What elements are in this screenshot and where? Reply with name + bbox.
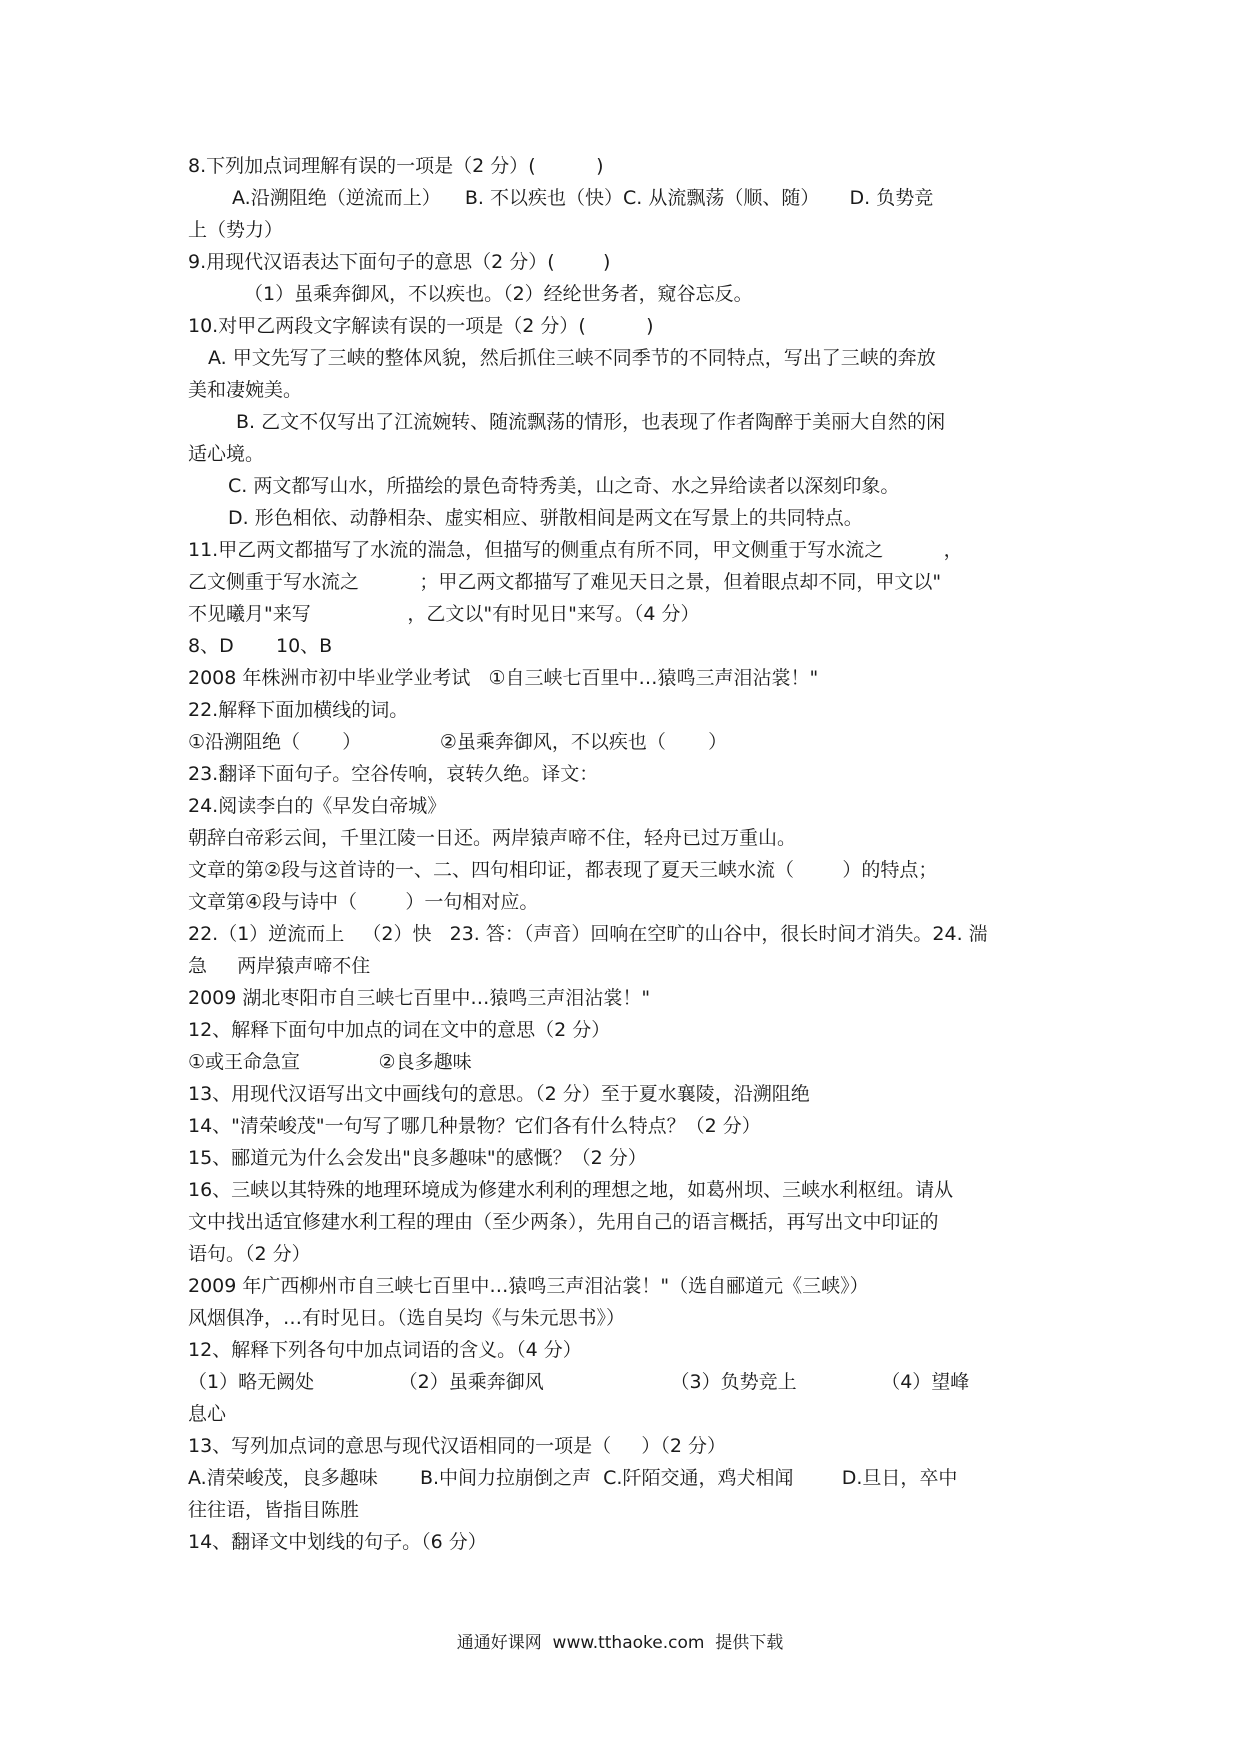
- text-line: 美和凄婉美。: [188, 379, 303, 401]
- text-line: 24.阅读李白的《早发白帝城》: [188, 795, 447, 817]
- text-line: 不见曦月"来写 ，乙文以"有时见日"来写。（4 分）: [188, 603, 700, 625]
- text-line: D. 形色相依、动静相杂、虚实相应、骈散相间是两文在写景上的共同特点。: [228, 507, 863, 529]
- page-footer: 通通好课网 www.tthaoke.com 提供下载: [456, 1633, 784, 1653]
- text-line: 往往语，皆指目陈胜: [188, 1499, 360, 1521]
- text-line: 12、解释下面句中加点的词在文中的意思（2 分）: [188, 1019, 611, 1041]
- document-body: [188, 150, 1058, 1558]
- text-line: 2009 年广西柳州市自三峡七百里中…猿鸣三声泪沾裳！"（选自郦道元《三峡》）: [188, 1275, 869, 1297]
- text-line: 14、翻译文中划线的句子。（6 分）: [188, 1531, 487, 1553]
- text-line: 14、"清荣峻茂"一句写了哪几种景物？它们各有什么特点？（2 分）: [188, 1115, 761, 1137]
- text-line: 风烟俱净，…有时见日。（选自吴均《与朱元思书》）: [188, 1307, 626, 1329]
- text-line: 上（势力）: [188, 219, 284, 241]
- text-line: （1）虽乘奔御风，不以疾也。（2）经纶世务者，窥谷忘反。: [244, 283, 753, 305]
- text-line: C. 两文都写山水，所描绘的景色奇特秀美，山之奇、水之异给读者以深刻印象。: [228, 475, 900, 497]
- text-line: 2009 湖北枣阳市自三峡七百里中…猿鸣三声泪沾裳！": [188, 987, 651, 1009]
- text-line: 16、三峡以其特殊的地理环境成为修建水利利的理想之地，如葛州坝、三峡水利枢纽。请从: [188, 1179, 954, 1201]
- text-line: 23.翻译下面句子。空谷传响，哀转久绝。译文：: [188, 763, 599, 785]
- text-line: 13、用现代汉语写出文中画线句的意思。（2 分）至于夏水襄陵，沿溯阻绝: [188, 1083, 810, 1105]
- text-line: 12、解释下列各句中加点词语的含义。（4 分）: [188, 1339, 582, 1361]
- text-line: ①或王命急宣 ②良多趣味: [188, 1051, 472, 1073]
- text-line: 13、写列加点词的意思与现代汉语相同的一项是（ ）（2 分）: [188, 1435, 727, 1457]
- text-line: 语句。（2 分）: [188, 1243, 311, 1265]
- text-line: 朝辞白帝彩云间，千里江陵一日还。两岸猿声啼不住，轻舟已过万重山。: [188, 827, 797, 849]
- text-line: 急 两岸猿声啼不住: [188, 955, 371, 977]
- text-line: 9.用现代汉语表达下面句子的意思（2 分）( ): [188, 251, 611, 273]
- text-line: 11.甲乙两文都描写了水流的湍急，但描写的侧重点有所不同，甲文侧重于写水流之 ，: [188, 539, 963, 561]
- text-line: A. 甲文先写了三峡的整体风貌，然后抓住三峡不同季节的不同特点，写出了三峡的奔放: [208, 347, 936, 369]
- text-line: 2008 年株洲市初中毕业学业考试 ①自三峡七百里中…猿鸣三声泪沾裳！": [188, 667, 819, 689]
- text-line: 文章的第②段与这首诗的一、二、四句相印证，都表现了夏天三峡水流（ ）的特点；: [188, 859, 938, 881]
- text-line: （1）略无阙处 （2）虽乘奔御风 （3）负势竞上 （4）望峰: [188, 1371, 970, 1393]
- text-line: B. 乙文不仅写出了江流婉转、随流飘荡的情形，也表现了作者陶醉于美丽大自然的闲: [236, 411, 946, 433]
- text-line: 乙文侧重于写水流之 ；甲乙两文都描写了难见天日之景，但着眼点却不同，甲文以": [188, 571, 942, 593]
- text-line: A.清荣峻茂，良多趣味 B.中间力拉崩倒之声 C.阡陌交通，鸡犬相闻 D.旦日，卒中: [188, 1467, 958, 1489]
- text-line: 10.对甲乙两段文字解读有误的一项是（2 分）( ): [188, 315, 654, 337]
- text-line: ①沿溯阻绝（ ） ②虽乘奔御风，不以疾也（ ）: [188, 731, 728, 753]
- text-line: 22.（1）逆流而上 （2）快 23. 答：（声音）回响在空旷的山谷中，很长时间才消失。24. 湍: [188, 923, 988, 945]
- text-line: 8、D 10、B: [188, 635, 333, 657]
- text-line: 息心: [188, 1403, 227, 1425]
- text-line: A.沿溯阻绝（逆流而上） B. 不以疾也（快）C. 从流飘荡（顺、随） D. 负势竞: [232, 187, 934, 209]
- text-line: 适心境。: [188, 443, 265, 465]
- text-line: 8.下列加点词理解有误的一项是（2 分）( ): [188, 155, 604, 177]
- text-line: 文章第④段与诗中（ ）一句相对应。: [188, 891, 539, 913]
- text-line: 15、郦道元为什么会发出"良多趣味"的感慨？（2 分）: [188, 1147, 647, 1169]
- text-line: 22.解释下面加横线的词。: [188, 699, 409, 721]
- text-line: 文中找出适宜修建水利工程的理由（至少两条），先用自己的语言概括，再写出文中印证的: [188, 1211, 939, 1233]
